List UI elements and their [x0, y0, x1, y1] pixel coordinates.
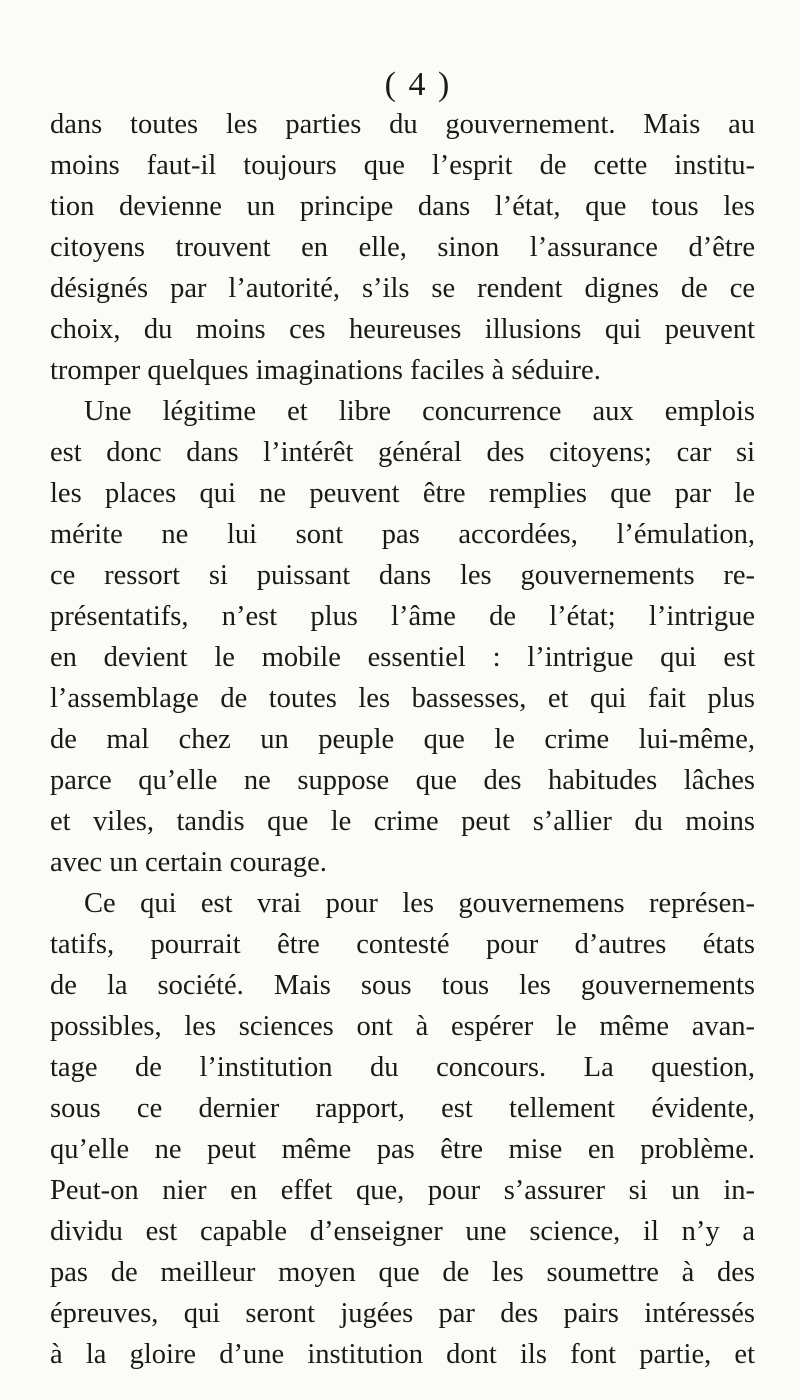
text-line: ce ressort si puissant dans les gouvernements re- [50, 560, 755, 591]
text-line: est donc dans l’intérêt général des citoyens; car si [50, 437, 755, 468]
text-line: à la gloire d’une institution dont ils font partie, et [50, 1339, 755, 1370]
text-line: tatifs, pourrait être contesté pour d’autres états [50, 929, 755, 960]
paragraph-end-line: avec un certain courage. [50, 847, 327, 878]
text-line: désignés par l’autorité, s’ils se rendent dignes de ce [50, 273, 755, 304]
text-line: en devient le mobile essentiel : l’intrigue qui est [50, 642, 755, 673]
text-line: l’assemblage de toutes les bassesses, et qui fait plus [50, 683, 755, 714]
text-line: épreuves, qui seront jugées par des pairs intéressés [50, 1298, 755, 1329]
text-line: tage de l’institution du concours. La question, [50, 1052, 755, 1083]
text-line: tion devienne un principe dans l’état, que tous les [50, 191, 755, 222]
text-line: Peut-on nier en effet que, pour s’assurer si un in- [50, 1175, 755, 1206]
text-line: possibles, les sciences ont à espérer le même avan- [50, 1011, 755, 1042]
text-line: pas de meilleur moyen que de les soumettre à des [50, 1257, 755, 1288]
text-line: moins faut-il toujours que l’esprit de cette institu- [50, 150, 755, 181]
text-line: de mal chez un peuple que le crime lui-même, [50, 724, 755, 755]
text-line: de la société. Mais sous tous les gouvernements [50, 970, 755, 1001]
text-line: parce qu’elle ne suppose que des habitudes lâches [50, 765, 755, 796]
paragraph-start-line: Une légitime et libre concurrence aux emplois [84, 396, 755, 427]
page-number: ( 4 ) [384, 66, 452, 103]
text-line: dans toutes les parties du gouvernement. Mais au [50, 109, 755, 140]
text-line: sous ce dernier rapport, est tellement évidente, [50, 1093, 755, 1124]
text-line: mérite ne lui sont pas accordées, l’émulation, [50, 519, 755, 550]
paragraph-end-line: tromper quelques imaginations faciles à séduire. [50, 355, 601, 386]
paragraph-start-line: Ce qui est vrai pour les gouvernemens représen- [84, 888, 755, 919]
text-line: et viles, tandis que le crime peut s’allier du moins [50, 806, 755, 837]
body-text [50, 104, 755, 1375]
text-line: dividu est capable d’enseigner une science, il n’y a [50, 1216, 755, 1247]
text-line: citoyens trouvent en elle, sinon l’assurance d’être [50, 232, 755, 263]
text-line: les places qui ne peuvent être remplies que par le [50, 478, 755, 509]
text-line: choix, du moins ces heureuses illusions qui peuvent [50, 314, 755, 345]
text-line: présentatifs, n’est plus l’âme de l’état; l’intrigue [50, 601, 755, 632]
text-line: qu’elle ne peut même pas être mise en problème. [50, 1134, 755, 1165]
